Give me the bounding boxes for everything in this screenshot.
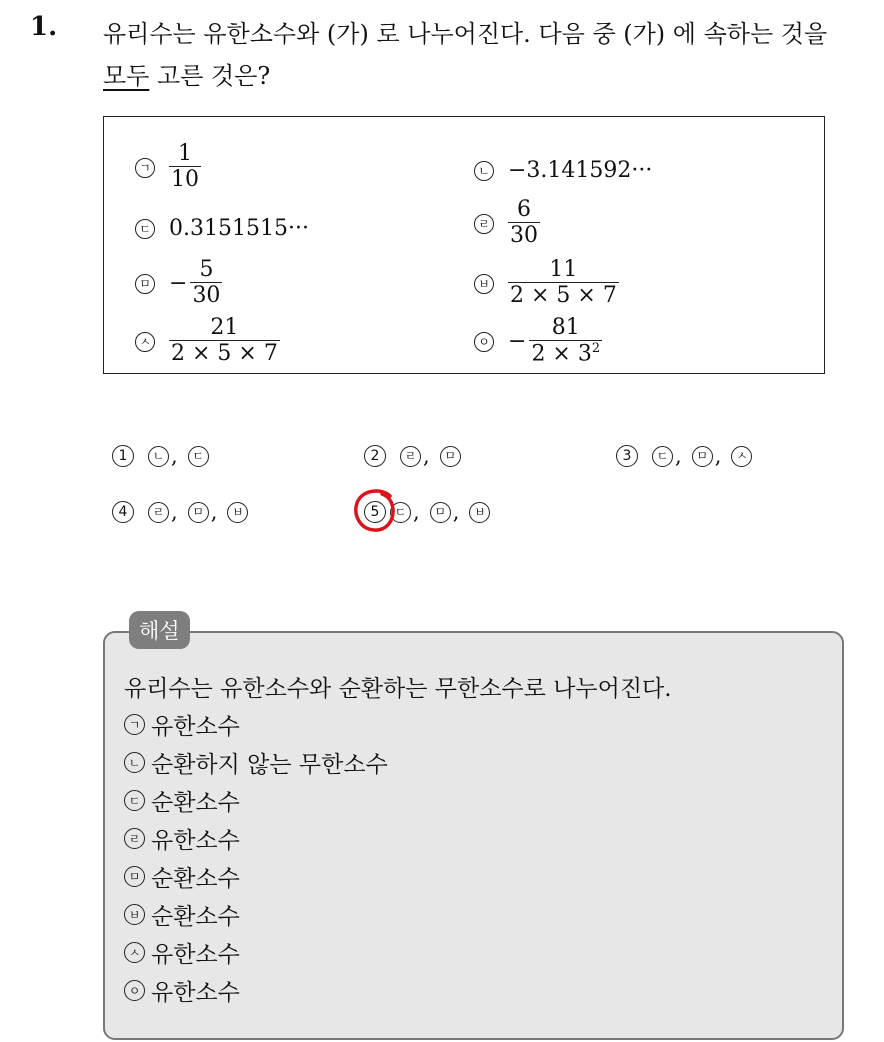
explanation-line: ㄱ 유한소수 (124, 708, 240, 741)
marker-ieung: ㅇ (474, 332, 494, 352)
minus-sign: − (169, 271, 188, 297)
choice-5[interactable]: 5 ㄷ , ㅁ , ㅂ (364, 500, 492, 524)
item-digeut (135, 216, 309, 241)
minus-sign: − (508, 329, 527, 355)
explanation-line: ㄴ 순환하지 않는 무한소수 (124, 746, 388, 779)
marker-giyeok: ㄱ (135, 158, 155, 178)
item-ieung (474, 316, 602, 368)
marker-siot: ㅅ (135, 332, 155, 352)
marker-rieul: ㄹ (474, 214, 494, 234)
explanation-intro: 유리수는 유한소수와 순환하는 무한소수로 나누어진다. (124, 676, 672, 702)
marker-bieup: ㅂ (474, 274, 494, 294)
fraction: $\frac{11}{2 \times 5 \times 7}$ (510, 257, 617, 309)
fraction: $\frac{5}{30}$ (192, 257, 221, 309)
fraction: $\frac{81}{2 \times 3^2}$ (531, 315, 601, 367)
question-text-rest: 고른 것은? (149, 62, 271, 90)
item-nieun (474, 158, 652, 183)
item-value: 0.3151515··· (169, 216, 309, 241)
underlined-word: 모두 (103, 62, 150, 90)
choice-number: 3 (616, 445, 638, 467)
explanation-line: ㅂ 순환소수 (124, 898, 240, 931)
item-siot (135, 316, 280, 368)
marker-nieun: ㄴ (474, 161, 494, 181)
item-giyeok (135, 142, 201, 194)
explanation-line: ㄷ 순환소수 (124, 784, 240, 817)
choice-1[interactable]: 1 ㄴ , ㄷ (112, 444, 211, 468)
explanation-line: ㅇ 유한소수 (124, 974, 240, 1007)
item-bieup (474, 258, 619, 310)
choice-number: 4 (112, 501, 134, 523)
marker-digeut: ㄷ (135, 219, 155, 239)
fraction: $\frac{6}{30}$ (510, 197, 538, 249)
marker-mieum: ㅁ (135, 274, 155, 294)
answer-mark-circle (352, 487, 398, 533)
choice-number: 5 (364, 501, 386, 523)
explanation-line: ㅁ 순환소수 (124, 860, 240, 893)
fraction: $\frac{21}{2 \times 5 \times 7}$ (171, 315, 278, 367)
choice-2[interactable]: 2 ㄹ , ㅁ (364, 444, 463, 468)
question-text-line1: 유리수는 유한소수와 (가) 로 나누어진다. 다음 중 (가) 에 속하는 것을 (103, 20, 828, 48)
fraction: $\frac{1}{10}$ (171, 141, 199, 193)
question-text-line2 (103, 56, 270, 91)
item-value: −3.141592··· (508, 158, 653, 183)
choice-3[interactable]: 3 ㄷ , ㅁ , ㅅ (616, 444, 754, 468)
item-rieul (474, 198, 540, 250)
explanation-line: ㄹ 유한소수 (124, 822, 240, 855)
choice-4[interactable]: 4 ㄹ , ㅁ , ㅂ (112, 500, 250, 524)
question-number: 1. (30, 12, 58, 42)
item-mieum (135, 258, 222, 310)
explanation-line: ㅅ 유한소수 (124, 936, 240, 969)
explanation-tag: 해설 (129, 611, 190, 649)
choice-number: 2 (364, 445, 386, 467)
choice-number: 1 (112, 445, 134, 467)
